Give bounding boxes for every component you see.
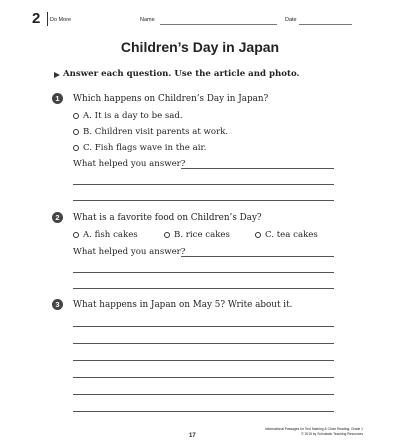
footer-credit-line-1: Informational Passages for Text Marking & Close Reading: Grade 1	[264, 427, 363, 431]
name-label: Name	[140, 17, 155, 23]
question-1-answer-line[interactable]	[73, 200, 334, 201]
option-label: C. tea cakes	[265, 230, 318, 240]
option-label: B. rice cakes	[174, 230, 230, 240]
question-3-answer-line[interactable]	[73, 411, 334, 412]
radio-circle-icon[interactable]	[73, 145, 79, 151]
name-field[interactable]	[160, 24, 277, 25]
footer-credit-line-2: © 2015 by Scholastic Teaching Resources	[301, 432, 363, 436]
question-2-option-a[interactable]	[73, 230, 138, 240]
question-2-option-b[interactable]	[164, 230, 230, 240]
question-1-option-c[interactable]	[73, 143, 206, 153]
question-1-text: Which happens on Children’s Day in Japan?	[73, 94, 269, 104]
question-1-helper: What helped you answer?	[73, 159, 186, 169]
date-label: Date	[285, 17, 297, 23]
page-number: 2	[32, 10, 41, 27]
option-label: B. Children visit parents at work.	[83, 127, 229, 137]
header-divider	[47, 12, 48, 26]
section-label: Do More	[50, 17, 72, 23]
question-3-text: What happens in Japan on May 5? Write about it.	[73, 300, 293, 310]
date-field[interactable]	[299, 24, 352, 25]
question-3-answer-line[interactable]	[73, 360, 334, 361]
question-2-answer-line[interactable]	[73, 288, 334, 289]
instruction-text: Answer each question. Use the article and photo.	[63, 69, 300, 79]
question-1-option-b[interactable]	[73, 127, 228, 137]
question-2-helper-line[interactable]	[181, 256, 334, 257]
radio-circle-icon[interactable]	[73, 232, 79, 238]
question-2-option-c[interactable]	[255, 230, 318, 240]
question-2-answer-line[interactable]	[73, 272, 334, 273]
option-label: A. fish cakes	[83, 230, 138, 240]
radio-circle-icon[interactable]	[73, 113, 79, 119]
instruction-arrow-icon	[54, 72, 60, 78]
radio-circle-icon[interactable]	[164, 232, 170, 238]
radio-circle-icon[interactable]	[255, 232, 261, 238]
footer-page-number: 17	[189, 433, 196, 439]
question-3-answer-line[interactable]	[73, 394, 334, 395]
question-1-helper-line[interactable]	[181, 168, 334, 169]
question-3-answer-line[interactable]	[73, 326, 334, 327]
question-3-number: 3	[52, 299, 63, 310]
question-1-option-a[interactable]	[73, 111, 183, 121]
option-label: A. It is a day to be sad.	[83, 111, 183, 121]
option-label: C. Fish flags wave in the air.	[83, 143, 207, 153]
page-title: Children’s Day in Japan	[120, 39, 280, 55]
question-2-helper: What helped you answer?	[73, 247, 186, 257]
question-2-text: What is a favorite food on Children’s Day?	[73, 213, 262, 223]
question-3-answer-line[interactable]	[73, 377, 334, 378]
question-1-number: 1	[52, 93, 63, 104]
radio-circle-icon[interactable]	[73, 129, 79, 135]
question-3-answer-line[interactable]	[73, 343, 334, 344]
question-2-number: 2	[52, 212, 63, 223]
question-1-answer-line[interactable]	[73, 184, 334, 185]
